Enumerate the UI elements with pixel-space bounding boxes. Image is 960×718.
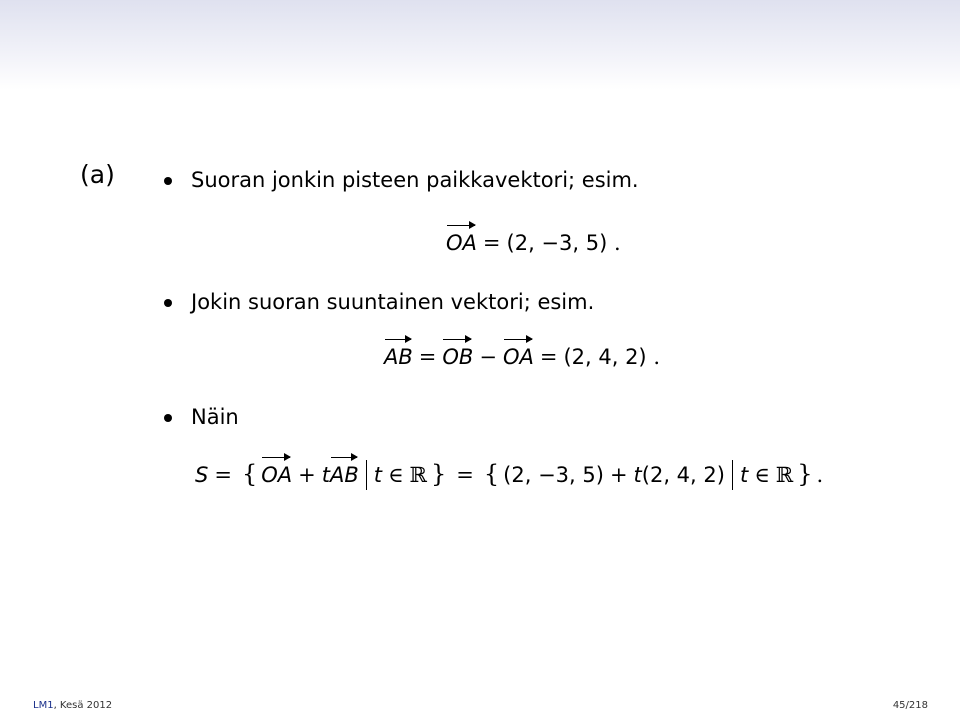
- point-vector: (2, −3, 5): [503, 463, 604, 487]
- item-label: (a): [80, 160, 115, 189]
- period: .: [816, 463, 824, 487]
- set-s: S: [195, 463, 209, 487]
- vector-oa: OA: [446, 231, 477, 255]
- course-code: LM1: [33, 700, 54, 711]
- reals-symbol: ℝ: [409, 463, 427, 487]
- vector-ob: OB: [442, 345, 474, 369]
- page-number: 45/218: [892, 700, 928, 711]
- plus-sign: +: [298, 463, 316, 487]
- such-that-bar: [366, 460, 367, 490]
- equation-position-vector: [446, 231, 621, 255]
- minus-sign: −: [479, 345, 497, 369]
- vector-oa: OA: [261, 463, 293, 487]
- parameter-t: t: [739, 463, 749, 487]
- vector-ab: AB: [384, 345, 413, 369]
- parameter-t: t: [633, 463, 642, 487]
- course-term: , Kesä 2012: [53, 700, 113, 711]
- element-of-sign: ∈: [754, 463, 770, 487]
- vector-ab: AB: [329, 463, 359, 487]
- left-brace: {: [483, 460, 500, 488]
- left-brace: {: [241, 460, 258, 488]
- period: .: [613, 231, 621, 255]
- period: .: [653, 345, 660, 369]
- bullet-1-text: Suoran jonkin pisteen paikkavektori; esim.: [191, 168, 639, 192]
- reals-symbol: ℝ: [775, 463, 794, 487]
- bullet-2-text: Jokin suoran suuntainen vektori; esim.: [191, 290, 595, 314]
- equation-line-set: [195, 460, 823, 490]
- equation-2-value: (2, 4, 2): [563, 345, 647, 369]
- bullet-dot-icon: [164, 177, 172, 185]
- header-band: [0, 0, 960, 90]
- parameter-t: t: [321, 463, 330, 487]
- element-of-sign: ∈: [388, 463, 404, 487]
- right-brace: }: [797, 460, 813, 488]
- plus-sign: +: [609, 463, 628, 487]
- equation-direction-vector: [384, 345, 660, 369]
- right-brace: }: [431, 460, 447, 488]
- such-that-bar: [732, 460, 733, 490]
- direction-vector: (2, 4, 2): [641, 463, 725, 487]
- equals-sign: =: [539, 345, 558, 369]
- bullet-3-text: Näin: [191, 405, 239, 429]
- bullet-dot-icon: [164, 414, 172, 422]
- bullet-dot-icon: [164, 299, 172, 307]
- vector-oa: OA: [502, 345, 534, 369]
- equation-1-value: (2, −3, 5): [506, 231, 608, 255]
- equals-sign: =: [214, 463, 232, 487]
- equals-sign: =: [418, 345, 437, 369]
- parameter-t: t: [373, 463, 382, 487]
- equals-sign: =: [482, 231, 501, 255]
- equals-sign: =: [456, 463, 474, 487]
- footer-course: [33, 700, 112, 711]
